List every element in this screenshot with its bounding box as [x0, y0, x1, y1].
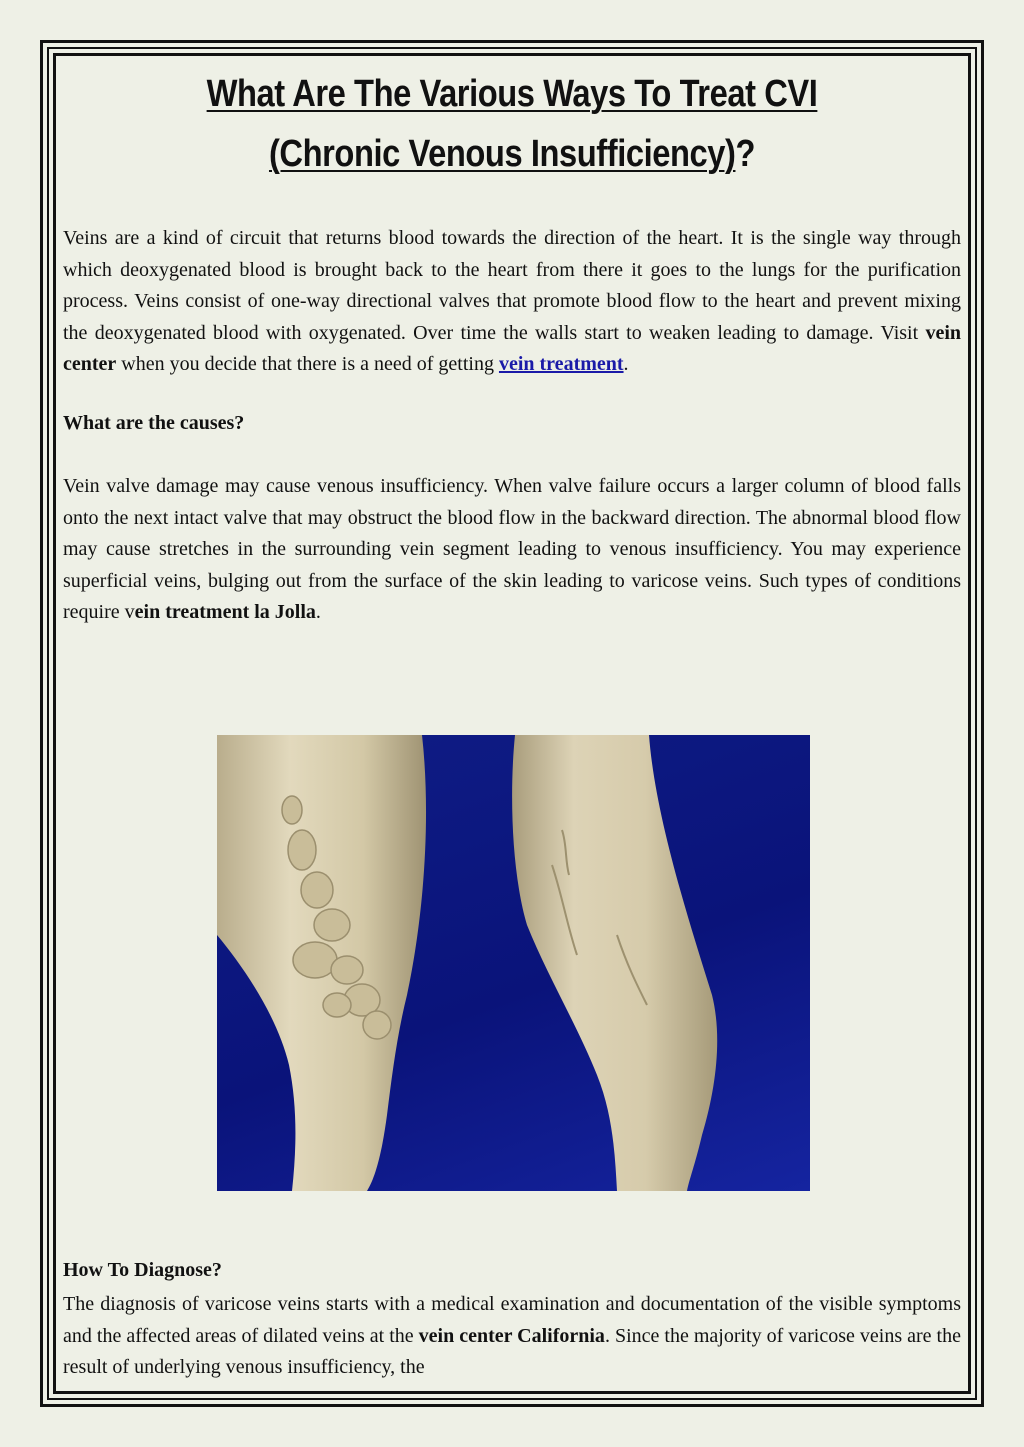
intro-text-2: when you decide that there is a need of getting — [116, 353, 499, 375]
title-question-mark: ? — [735, 133, 756, 175]
causes-paragraph — [63, 471, 961, 629]
intro-text-3: . — [623, 353, 629, 375]
legs-illustration — [217, 735, 810, 1191]
causes-end: . — [315, 601, 321, 623]
causes-heading: What are the causes? — [63, 411, 245, 434]
vein-treatment-link[interactable]: vein treatment — [498, 353, 624, 375]
document-content — [63, 58, 961, 1388]
page-title — [126, 58, 898, 184]
title-line-1: What Are The Various Ways To Treat CVI — [206, 73, 818, 115]
vein-center-bold: vein center — [63, 321, 961, 375]
vein-center-california-bold: vein center California — [418, 1324, 605, 1347]
diagnose-paragraph — [63, 1289, 961, 1384]
vein-treatment-la-jolla-bold: ein treatment la Jolla — [134, 601, 316, 623]
diagnose-heading: How To Diagnose? — [63, 1259, 222, 1281]
intro-text-1: Veins are a kind of circuit that returns blood towards the direction of the heart. It is the single way through which deoxygenated blood is brought back to the heart from there it goes to the lungs for the purification process. Veins consist of one-way directional valves that promote blood flow to the heart and prevent mixing the deoxygenated blood with oxygenated. Over time the walls start to weaken leading to damage. Visit — [63, 227, 961, 344]
causes-text: Vein valve damage may cause venous insufficiency. When valve failure occurs a larger column of blood falls onto the next intact valve that may obstruct the blood flow in the backward direction. The abnormal blood flow may cause stretches in the surrounding vein segment leading to venous insufficiency. You may experience superficial veins, bulging out from the surface of the skin leading to varicose veins. Such types of conditions require v — [63, 475, 961, 623]
title-line-2: (Chronic Venous Insufficiency) — [268, 133, 736, 175]
intro-paragraph — [63, 223, 961, 381]
diagnose-text-1: The diagnosis of varicose veins starts with a medical examination and documentation of the visible symptoms and the affected areas of dilated veins at the — [63, 1293, 961, 1347]
varicose-veins-photo — [217, 735, 810, 1191]
diagnose-text-2: . Since the majority of varicose veins are the result of underlying venous insufficiency, the — [63, 1324, 961, 1378]
right-leg-shape — [512, 735, 717, 1191]
